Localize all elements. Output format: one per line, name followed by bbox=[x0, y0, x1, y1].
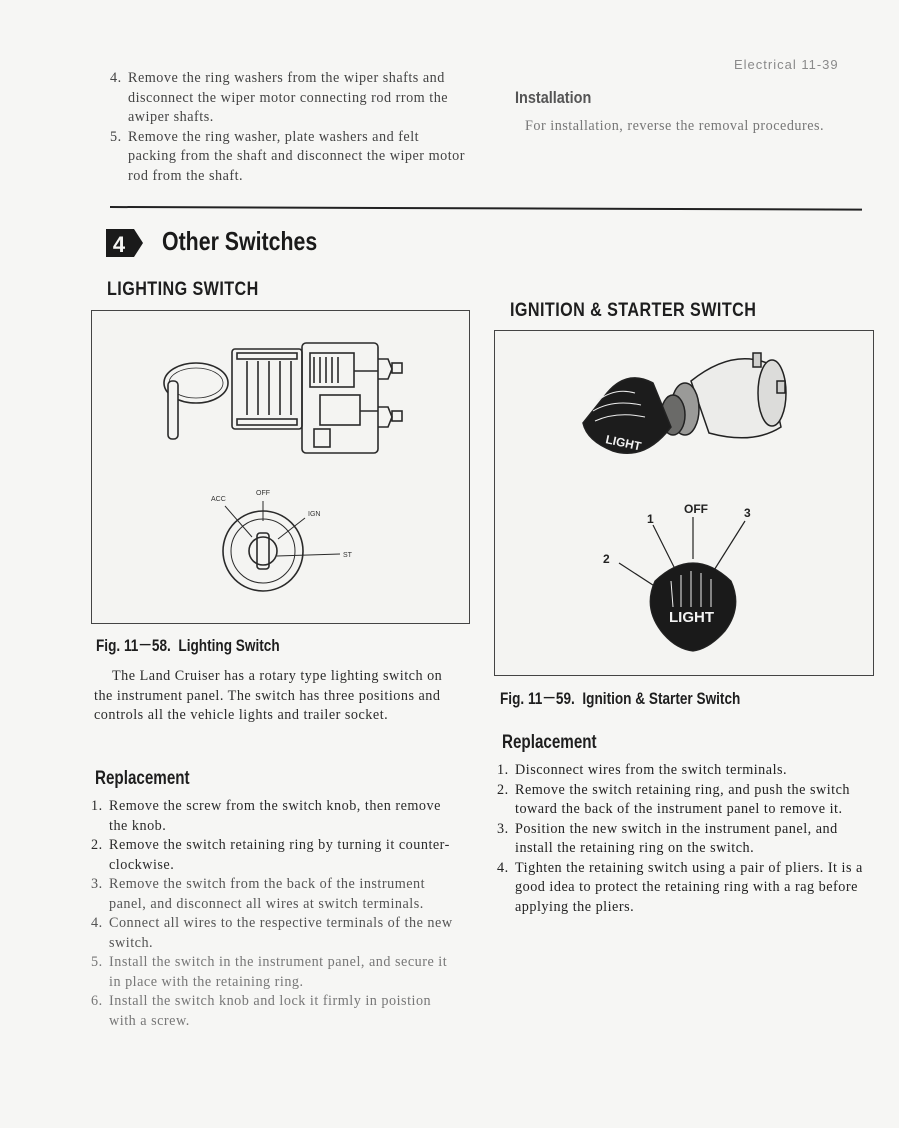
ignition-switch-diagram bbox=[495, 331, 873, 675]
list-item: 4. Tighten the retaining switch using a pair of pliers. It is a good idea to protect the retaining ring with a rag before applying the pliers. bbox=[497, 859, 863, 915]
lighting-switch-intro: The Land Cruiser has a rotary type lighting switch on the instrument panel. The switch has three positions and controls all the vehicle lights and trailer socket. bbox=[94, 668, 443, 723]
top-knob-label: LIGHT bbox=[604, 432, 643, 454]
list-item: 3. Position the new switch in the instrument panel, and install the retaining ring on the switch. bbox=[497, 820, 838, 856]
list-item: 5. Install the switch in the instrument panel, and secure it in place with the retaining ring. bbox=[91, 954, 448, 990]
section-number: 4 bbox=[112, 232, 126, 257]
list-item: 5. Remove the ring washer, plate washers and felt packing from the shaft and disconnect the wiper motor rod from the shaft. bbox=[110, 128, 465, 184]
ign-label: IGN bbox=[308, 511, 321, 518]
wiper-removal-steps bbox=[110, 69, 470, 186]
installation-text: For installation, reverse the removal procedures. bbox=[525, 118, 825, 134]
ignition-replacement-steps bbox=[497, 761, 869, 917]
ignition-switch-heading: IGNITION & STARTER SWITCH bbox=[510, 300, 757, 321]
ignition-replacement-heading: Replacement bbox=[502, 732, 597, 753]
section-number-badge bbox=[106, 228, 144, 258]
lighting-replacement-steps bbox=[91, 797, 459, 1031]
list-item: 6. Install the switch knob and lock it firmly in poistion with a screw. bbox=[91, 993, 432, 1029]
fig-11-58-caption: Fig. 11－58. Lighting Switch bbox=[96, 636, 280, 655]
section-title: Other Switches bbox=[162, 226, 318, 256]
acc-label: ACC bbox=[211, 496, 226, 503]
list-item: 2. Remove the switch retaining ring by turning it counter-clockwise. bbox=[91, 837, 450, 873]
ignition-off-label: OFF bbox=[684, 502, 708, 516]
front-knob-label: LIGHT bbox=[669, 609, 714, 626]
list-item: 2. Remove the switch retaining ring, and push the switch toward the back of the instrument panel to remove it. bbox=[497, 781, 851, 817]
fig-11-59-caption: Fig. 11－59. Ignition & Starter Switch bbox=[500, 689, 741, 708]
position-3-label: 3 bbox=[744, 506, 751, 520]
position-2-label: 2 bbox=[603, 552, 610, 566]
lighting-switch-heading: LIGHTING SWITCH bbox=[107, 279, 259, 300]
lighting-replacement-heading: Replacement bbox=[95, 768, 190, 789]
installation-heading: Installation bbox=[515, 88, 592, 107]
list-item: 1. Disconnect wires from the switch terminals. bbox=[497, 762, 788, 778]
position-1-label: 1 bbox=[647, 512, 654, 526]
off-label: OFF bbox=[256, 490, 270, 497]
list-item: 4. Connect all wires to the respective terminals of the new switch. bbox=[91, 915, 453, 951]
ignition-switch-figure bbox=[494, 330, 874, 676]
list-item: 3. Remove the switch from the back of the instrument panel, and disconnect all wires at switch terminals. bbox=[91, 876, 426, 912]
section-divider bbox=[110, 206, 862, 211]
lighting-switch-figure bbox=[91, 310, 470, 624]
lighting-switch-diagram bbox=[92, 311, 469, 623]
list-item: 4. Remove the ring washers from the wiper shafts and disconnect the wiper motor connecting rod rrom the awiper shafts. bbox=[110, 70, 449, 125]
list-item: 1. Remove the screw from the switch knob, then remove the knob. bbox=[91, 798, 441, 834]
running-head: Electrical 11-39 bbox=[734, 57, 839, 72]
st-label: ST bbox=[343, 552, 352, 559]
